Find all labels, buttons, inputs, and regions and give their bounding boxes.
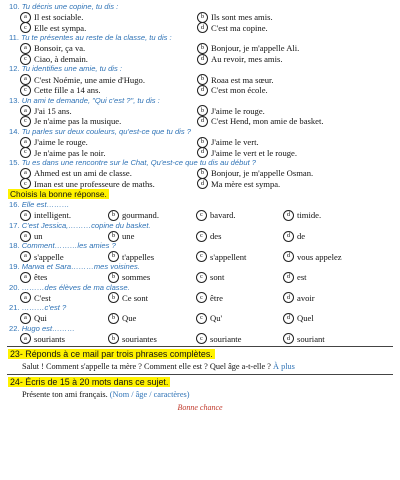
option-a[interactable]: Bonsoir, ça va. xyxy=(34,43,86,54)
option-marker: c xyxy=(196,333,207,344)
question-24-hint: (Nom / âge / caractères) xyxy=(109,390,190,400)
option-a[interactable]: un xyxy=(34,231,43,242)
option-marker: a xyxy=(20,12,31,23)
question-18 xyxy=(9,241,400,251)
option-marker: a xyxy=(20,292,31,303)
question-24-text xyxy=(22,389,400,400)
option-marker: d xyxy=(283,231,294,242)
section-heading xyxy=(8,189,400,200)
option-c[interactable]: Iman est une professeure de maths. xyxy=(34,178,155,189)
option-b[interactable]: Roaa est ma sœur. xyxy=(211,74,274,85)
question-23-heading xyxy=(8,347,400,361)
question-prompt: Tu te présentes au reste de la classe, tu dis : xyxy=(21,33,172,43)
question-prompt: Tu identifies une amie, tu dis : xyxy=(21,64,123,74)
option-d[interactable]: est xyxy=(297,272,307,283)
question-15 xyxy=(9,158,400,168)
option-marker: b xyxy=(108,231,119,242)
option-c[interactable]: Elle est sympa. xyxy=(34,22,87,33)
option-a[interactable]: Qui xyxy=(34,313,47,324)
option-b[interactable]: une xyxy=(122,231,135,242)
option-c[interactable]: bavard. xyxy=(210,210,236,221)
question-number: 15. xyxy=(9,157,20,167)
option-c[interactable]: s'appellent xyxy=(210,251,247,262)
option-marker: d xyxy=(197,54,208,65)
question-number: 10. xyxy=(9,2,20,11)
question-10 xyxy=(9,2,400,12)
option-marker: a xyxy=(20,137,31,148)
option-marker: c xyxy=(20,178,31,189)
option-marker: a xyxy=(20,251,31,262)
option-a[interactable]: C'est xyxy=(34,292,51,303)
option-marker: b xyxy=(108,210,119,221)
option-d[interactable]: timide. xyxy=(297,210,322,221)
option-d[interactable]: C'est mon école. xyxy=(211,85,268,96)
question-19 xyxy=(9,262,400,272)
question-number: 13. xyxy=(9,95,20,105)
option-b[interactable]: t'appelles xyxy=(122,251,155,262)
question-prompt: ………c'est ? xyxy=(21,303,67,313)
option-marker: b xyxy=(108,292,119,303)
question-23-extra: À plus xyxy=(273,362,295,372)
question-number: 16. xyxy=(9,200,20,210)
question-13 xyxy=(9,96,400,106)
option-d[interactable]: Ma mère est sympa. xyxy=(211,178,281,189)
option-marker: d xyxy=(197,147,208,158)
option-d[interactable]: C'est ma copine. xyxy=(211,22,268,33)
option-d[interactable]: vous appelez xyxy=(297,251,342,262)
option-marker: b xyxy=(108,251,119,262)
question-24-title: 24- Écris de 15 à 20 mots dans ce sujet. xyxy=(10,377,169,388)
option-marker: c xyxy=(196,313,207,324)
option-marker: a xyxy=(20,210,31,221)
option-marker: d xyxy=(283,333,294,344)
option-marker: d xyxy=(283,251,294,262)
option-b[interactable]: gourmand. xyxy=(122,210,159,221)
section-title: Choisis la bonne réponse. xyxy=(10,189,107,200)
option-marker: c xyxy=(20,147,31,158)
option-marker: d xyxy=(197,178,208,189)
option-b[interactable]: Que xyxy=(122,313,137,324)
option-a[interactable]: Il est sociable. xyxy=(34,12,84,23)
option-a[interactable]: souriants xyxy=(34,333,66,344)
option-marker: a xyxy=(20,168,31,179)
option-marker: b xyxy=(108,272,119,283)
option-b[interactable]: Ils sont mes amis. xyxy=(211,12,273,23)
option-a[interactable]: J'ai 15 ans. xyxy=(34,105,72,116)
option-c[interactable]: Je n'aime pas la musique. xyxy=(34,116,122,127)
option-marker: a xyxy=(20,74,31,85)
option-b[interactable]: Bonjour, je m'appelle Ali. xyxy=(211,43,300,54)
question-14 xyxy=(9,127,400,137)
question-number: 18. xyxy=(9,241,20,251)
good-luck-signature: Bonne chance xyxy=(177,403,223,413)
question-number: 21. xyxy=(9,303,20,313)
option-marker: a xyxy=(20,313,31,324)
option-marker: d xyxy=(197,116,208,127)
option-b[interactable]: Bonjour, je m'appelle Osman. xyxy=(211,168,314,179)
option-marker: c xyxy=(196,210,207,221)
option-b[interactable]: sommes xyxy=(122,272,151,283)
option-marker: a xyxy=(20,43,31,54)
question-12 xyxy=(9,64,400,74)
question-prompt: Elle est……… xyxy=(21,200,70,210)
option-a[interactable]: s'appelle xyxy=(34,251,64,262)
option-marker: d xyxy=(283,210,294,221)
option-marker: b xyxy=(197,168,208,179)
question-prompt: Un ami te demande, "Qui c'est ?", tu dis : xyxy=(21,95,160,105)
question-number: 11. xyxy=(9,33,19,43)
option-marker: d xyxy=(197,85,208,96)
option-marker: b xyxy=(108,313,119,324)
option-d[interactable]: Au revoir, mes amis. xyxy=(211,54,283,65)
option-marker: b xyxy=(197,43,208,54)
question-17 xyxy=(9,221,400,231)
option-c[interactable]: être xyxy=(210,292,223,303)
option-d[interactable]: Quel xyxy=(297,313,314,324)
option-b[interactable]: souriantes xyxy=(122,333,157,344)
option-b[interactable]: J'aime le rouge. xyxy=(211,105,265,116)
question-number: 17. xyxy=(9,220,20,230)
option-c[interactable]: des xyxy=(210,231,222,242)
option-d[interactable]: souriant xyxy=(297,333,325,344)
option-c[interactable]: Cette fille a 14 ans. xyxy=(34,85,101,96)
question-prompt: Marwa et Sara………mes voisines. xyxy=(21,261,140,271)
option-marker: a xyxy=(20,105,31,116)
question-20 xyxy=(9,283,400,293)
option-marker: c xyxy=(196,292,207,303)
option-marker: a xyxy=(20,272,31,283)
question-24-prompt: Présente ton ami français. xyxy=(22,390,108,400)
option-marker: c xyxy=(196,251,207,262)
option-marker: c xyxy=(20,85,31,96)
option-marker: d xyxy=(197,22,208,33)
option-a[interactable]: J'aime le rouge. xyxy=(34,137,88,148)
option-marker: c xyxy=(196,272,207,283)
option-marker: d xyxy=(283,313,294,324)
question-number: 22. xyxy=(9,323,20,333)
option-marker: b xyxy=(197,137,208,148)
question-prompt: Hugo est……… xyxy=(21,323,75,333)
question-number: 19. xyxy=(9,261,20,271)
option-d[interactable]: J'aime le vert et le rouge. xyxy=(211,147,298,158)
question-21 xyxy=(9,303,400,313)
option-marker: b xyxy=(197,105,208,116)
question-23-prompt: Salut ! Comment s'appelle ta mère ? Comment elle est ? Quel âge a-t-elle ? xyxy=(22,362,271,372)
option-marker: b xyxy=(197,74,208,85)
question-22 xyxy=(9,324,400,334)
option-b[interactable]: Ce sont xyxy=(122,292,149,303)
option-c[interactable]: Ciao, à demain. xyxy=(34,54,88,65)
option-c[interactable]: Qu' xyxy=(210,313,223,324)
question-11 xyxy=(9,33,400,43)
option-d[interactable]: de xyxy=(297,231,306,242)
option-marker: c xyxy=(20,54,31,65)
question-number: 20. xyxy=(9,282,20,292)
question-prompt: ………des élèves de ma classe. xyxy=(21,282,130,292)
option-c[interactable]: Je n'aime pas le noir. xyxy=(34,147,106,158)
option-d[interactable]: avoir xyxy=(297,292,315,303)
question-prompt: C'est Jessica,………copine du basket. xyxy=(21,220,151,230)
option-marker: b xyxy=(197,12,208,23)
option-marker: c xyxy=(20,22,31,33)
question-number: 14. xyxy=(9,126,20,136)
option-marker: c xyxy=(196,231,207,242)
question-prompt: Tu décris une copine, tu dis : xyxy=(21,2,119,11)
option-marker: a xyxy=(20,333,31,344)
question-number: 12. xyxy=(9,64,20,74)
option-b[interactable]: J'aime le vert. xyxy=(211,137,259,148)
option-a[interactable]: C'est Noémie, une amie d'Hugo. xyxy=(34,74,145,85)
question-24-heading xyxy=(8,375,400,389)
question-23-text xyxy=(22,361,400,372)
option-marker: c xyxy=(20,116,31,127)
option-d[interactable]: C'est Hend, mon amie de basket. xyxy=(211,116,324,127)
option-c[interactable]: sont xyxy=(210,272,225,283)
option-marker: a xyxy=(20,231,31,242)
question-16 xyxy=(9,200,400,210)
option-a[interactable]: êtes xyxy=(34,272,48,283)
question-23-title: 23- Réponds à ce mail par trois phrases complètes. xyxy=(10,349,213,360)
option-c[interactable]: souriante xyxy=(210,333,242,344)
option-a[interactable]: Ahmed est un ami de classe. xyxy=(34,168,132,179)
option-a[interactable]: intelligent. xyxy=(34,210,71,221)
question-prompt: Tu parles sur deux couleurs, qu'est-ce que tu dis ? xyxy=(21,126,191,136)
option-marker: d xyxy=(283,272,294,283)
option-marker: d xyxy=(283,292,294,303)
question-prompt: Comment………les amies ? xyxy=(21,241,116,251)
option-marker: b xyxy=(108,333,119,344)
question-prompt: Tu es dans une rencontre sur le Chat, Qu'est-ce que tu dis au début ? xyxy=(21,157,257,167)
